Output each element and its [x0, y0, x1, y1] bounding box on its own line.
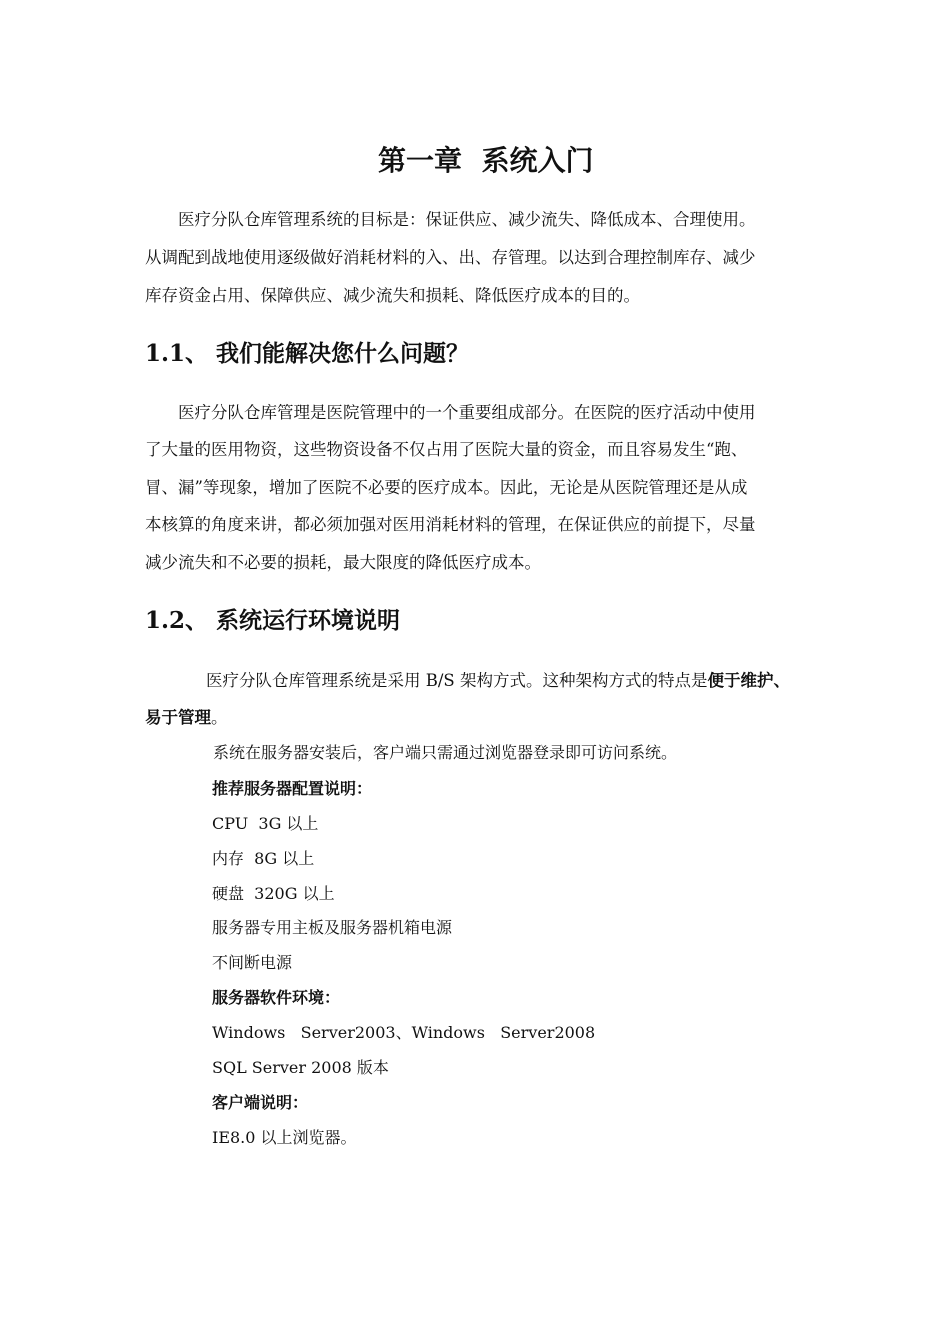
- server-config-label: 推荐服务器配置说明：: [212, 779, 373, 798]
- intro-line: 医疗分队仓库管理系统的目标是：保证供应、减少流失、降低成本、合理使用。: [178, 210, 756, 229]
- architecture-line-cont: [145, 710, 228, 727]
- architecture-bold-text: 便于维护、: [707, 671, 790, 690]
- server-config-item: 服务器专用主板及服务器机箱电源: [212, 918, 453, 937]
- architecture-end: 。: [211, 708, 228, 727]
- install-note: 系统在服务器安装后，客户端只需通过浏览器登录即可访问系统。: [213, 743, 678, 762]
- architecture-text: 医疗分队仓库管理系统是采用 B/S 架构方式。这种架构方式的特点是: [206, 671, 708, 690]
- paragraph-line: 减少流失和不必要的损耗，最大限度的降低医疗成本。: [145, 553, 541, 572]
- section-heading-1-1: 1.1、 我们能解决您什么问题？: [145, 340, 470, 367]
- server-config-item: 不间断电源: [212, 953, 293, 972]
- software-label: 服务器软件环境：: [212, 988, 341, 1007]
- architecture-bold-text: 易于管理: [145, 708, 211, 727]
- paragraph-line: 本核算的角度来讲，都必须加强对医用消耗材料的管理，在保证供应的前提下，尽量: [145, 515, 756, 534]
- paragraph-line: 了大量的医用物资，这些物资设备不仅占用了医院大量的资金，而且容易发生“跑、: [145, 440, 748, 459]
- software-item: SQL Server 2008 版本: [212, 1058, 389, 1077]
- server-config-item: 硬盘 320G 以上: [212, 884, 335, 903]
- paragraph-line: 医疗分队仓库管理是医院管理中的一个重要组成部分。在医院的医疗活动中使用: [178, 403, 756, 422]
- server-config-item: 内存 8G 以上: [212, 849, 315, 868]
- software-item: Windows Server2003、Windows Server2008: [212, 1023, 596, 1042]
- intro-line: 从调配到战地使用逐级做好消耗材料的入、出、存管理。以达到合理控制库存、减少: [145, 248, 756, 267]
- architecture-line: [206, 673, 790, 690]
- client-item: IE8.0 以上浏览器。: [212, 1128, 357, 1147]
- client-label: 客户端说明：: [212, 1093, 309, 1112]
- chapter-title: 第一章 系统入门: [378, 144, 594, 177]
- section-heading-1-2: 1.2、 系统运行环境说明: [145, 607, 401, 634]
- server-config-item: CPU 3G 以上: [212, 814, 319, 833]
- intro-line: 库存资金占用、保障供应、减少流失和损耗、降低医疗成本的目的。: [145, 286, 640, 305]
- paragraph-line: 冒、漏”等现象，增加了医院不必要的医疗成本。因此，无论是从医院管理还是从成: [145, 478, 748, 497]
